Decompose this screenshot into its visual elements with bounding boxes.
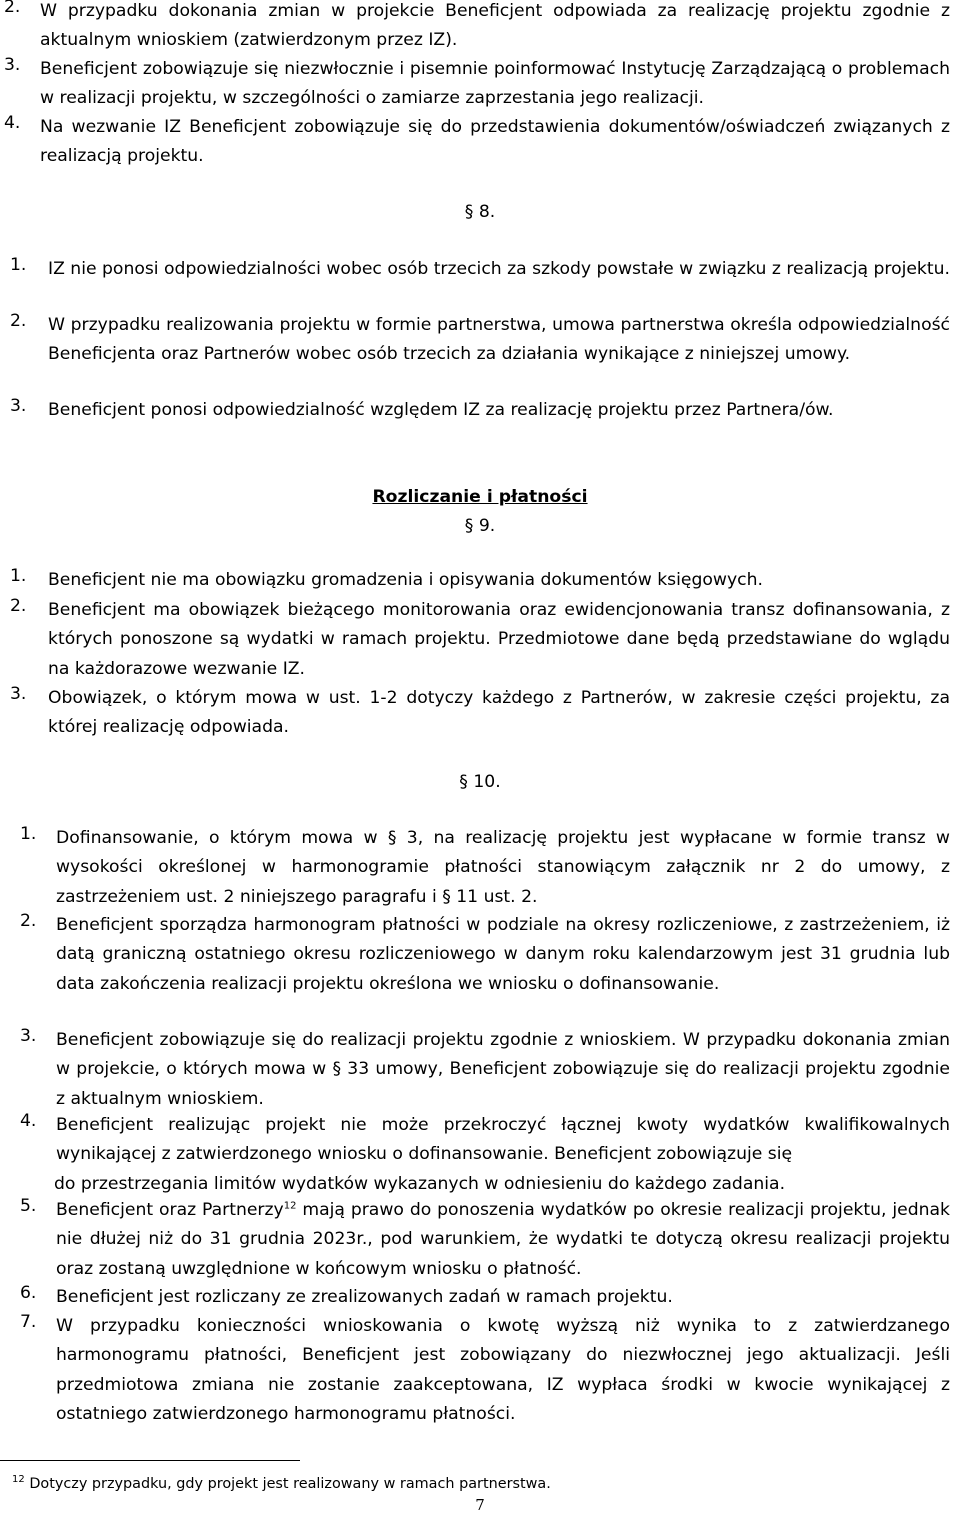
list-item-number: 3. <box>10 396 27 416</box>
list-item <box>0 55 950 114</box>
list-item <box>0 1283 950 1312</box>
list-item <box>0 684 950 743</box>
footnote-text: Dotyczy przypadku, gdy projekt jest realizowany w ramach partnerstwa. <box>29 1476 551 1492</box>
list-item-text <box>56 1196 950 1284</box>
list-item-text-part: Beneficjent realizując projekt nie może przekroczyć łącznej kwoty wydatków kwalifikowalnych wynikającej z zatwierdzonego wniosku o dofinansowanie. Beneficjent zobowiązuje się <box>56 1115 950 1165</box>
list-item-text: IZ nie ponosi odpowiedzialności wobec osób trzecich za szkody powstałe w związku z realizacją projektu. <box>48 259 950 279</box>
list-item-text: Beneficjent ponosi odpowiedzialność względem IZ za realizację projektu przez Partnera/ów. <box>48 400 834 420</box>
list-item <box>0 255 950 284</box>
section-title: § 8. <box>464 202 496 222</box>
list-item-text: Beneficjent jest rozliczany ze zrealizowanych zadań w ramach projektu. <box>56 1287 673 1307</box>
list-item-text: Dofinansowanie, o którym mowa w § 3, na realizację projektu jest wypłacane w formie transz w wysokości określonej w harmonogramie płatności stanowiącym załącznik nr 2 do umowy, z zastrzeżeniem ust. 2 niniejszego paragrafu i § 11 ust. 2. <box>56 828 950 907</box>
list-item-text: Beneficjent zobowiązuje się niezwłocznie i pisemnie poinformować Instytucję Zarządzającą o problemach w realizacji projektu, w szczególności o zamiarze zaprzestania jego realizacji. <box>40 59 950 109</box>
list-item-text: Na wezwanie IZ Beneficjent zobowiązuje się do przedstawienia dokumentów/oświadczeń związanych z realizacją projektu. <box>40 117 950 167</box>
list-item-number: 2. <box>20 911 37 931</box>
footnote <box>12 1474 551 1494</box>
section-heading: Rozliczanie i płatności <box>372 487 588 507</box>
list-item-number: 3. <box>20 1026 37 1046</box>
list-item <box>0 1196 950 1284</box>
list-item-number: 1. <box>20 824 37 844</box>
list-item-number: 4. <box>4 113 21 133</box>
list-item <box>0 1312 950 1429</box>
list-item-number: 2. <box>4 0 21 17</box>
list-item-text: Beneficjent nie ma obowiązku gromadzenia i opisywania dokumentów księgowych. <box>48 570 763 590</box>
list-item-text: Beneficjent ma obowiązek bieżącego monitorowania oraz ewidencjonowania transz dofinansowania, z których ponoszone są wydatki w ramach projektu. Przedmiotowe dane będą przedstawiane do wglądu na każdorazowe wezwanie IZ. <box>48 600 950 679</box>
list-item-number: 2. <box>10 311 27 331</box>
list-item <box>0 824 950 912</box>
list-item <box>0 911 950 999</box>
footnote-number: 12 <box>12 1474 25 1486</box>
list-item <box>0 1026 950 1114</box>
section-title: § 10. <box>459 772 501 792</box>
list-item-number: 5. <box>20 1196 37 1216</box>
list-item-number: 1. <box>10 255 27 275</box>
section-title: § 9. <box>464 516 496 536</box>
list-item-text <box>56 1111 950 1170</box>
list-item-number: 7. <box>20 1312 37 1332</box>
list-item-text: W przypadku dokonania zmian w projekcie Beneficjent odpowiada za realizację projektu zgodnie z aktualnym wnioskiem (zatwierdzonym przez IZ). <box>40 1 950 51</box>
list-item <box>0 566 950 595</box>
list-item-number: 1. <box>10 566 27 586</box>
list-item <box>0 1111 950 1199</box>
list-item-text: Obowiązek, o którym mowa w ust. 1-2 dotyczy każdego z Partnerów, w zakresie części projektu, za której realizację odpowiada. <box>48 688 950 738</box>
footnote-separator <box>0 1460 300 1461</box>
list-item-text: W przypadku realizowania projektu w formie partnerstwa, umowa partnerstwa określa odpowiedzialność Beneficjenta oraz Partnerów wobec osób trzecich za działania wynikające z niniejszej umowy. <box>48 315 950 365</box>
list-item-number: 4. <box>20 1111 37 1131</box>
list-item-text-post: mają prawo do ponoszenia wydatków po okresie realizacji projektu, jednak nie dłużej niż do 31 grudnia 2023r., pod warunkiem, że wydatki te dotyczą okresu realizacji projektu oraz zostaną uwzględnione w końcowym wniosku o płatność. <box>56 1200 950 1279</box>
list-item-text: Beneficjent sporządza harmonogram płatności w podziale na okresy rozliczeniowe, z zastrzeżeniem, iż datą graniczną ostatniego okresu rozliczeniowego w danym roku kalendarzowym jest 31 grudnia lub data zakończenia realizacji projektu określona we wniosku o dofinansowanie. <box>56 915 950 994</box>
list-item-text: Beneficjent zobowiązuje się do realizacji projektu zgodnie z wnioskiem. W przypadku dokonania zmian w projekcie, o których mowa w § 33 umowy, Beneficjent zobowiązuje się do realizacji projektu zgodnie z aktualnym wnioskiem. <box>56 1030 950 1109</box>
list-item-number: 3. <box>10 684 27 704</box>
list-item <box>0 311 950 370</box>
list-item <box>0 113 950 172</box>
list-item-text-continuation: do przestrzegania limitów wydatków wykazanych w odniesieniu do każdego zadania. <box>54 1173 786 1194</box>
list-item-text-pre: Beneficjent oraz Partnerzy <box>56 1200 284 1220</box>
list-item-number: 6. <box>20 1283 37 1303</box>
list-item-text: W przypadku konieczności wnioskowania o kwotę wyższą niż wynika to z zatwierdzanego harmonogramu płatności, Beneficjent jest zobowiązany do niezwłocznej jego aktualizacji. Jeśli przedmiotowa zmiana nie zostanie zaakceptowana, IZ wypłaca środki w kwocie wynikającej z ostatniego zatwierdzonego harmonogramu płatności. <box>56 1316 950 1424</box>
list-item <box>0 596 950 684</box>
list-item <box>0 396 950 425</box>
list-item <box>0 0 950 56</box>
page-number: 7 <box>475 1496 485 1514</box>
list-item-number: 3. <box>4 55 21 75</box>
list-item-number: 2. <box>10 596 27 616</box>
footnote-reference[interactable]: 12 <box>283 1200 297 1212</box>
